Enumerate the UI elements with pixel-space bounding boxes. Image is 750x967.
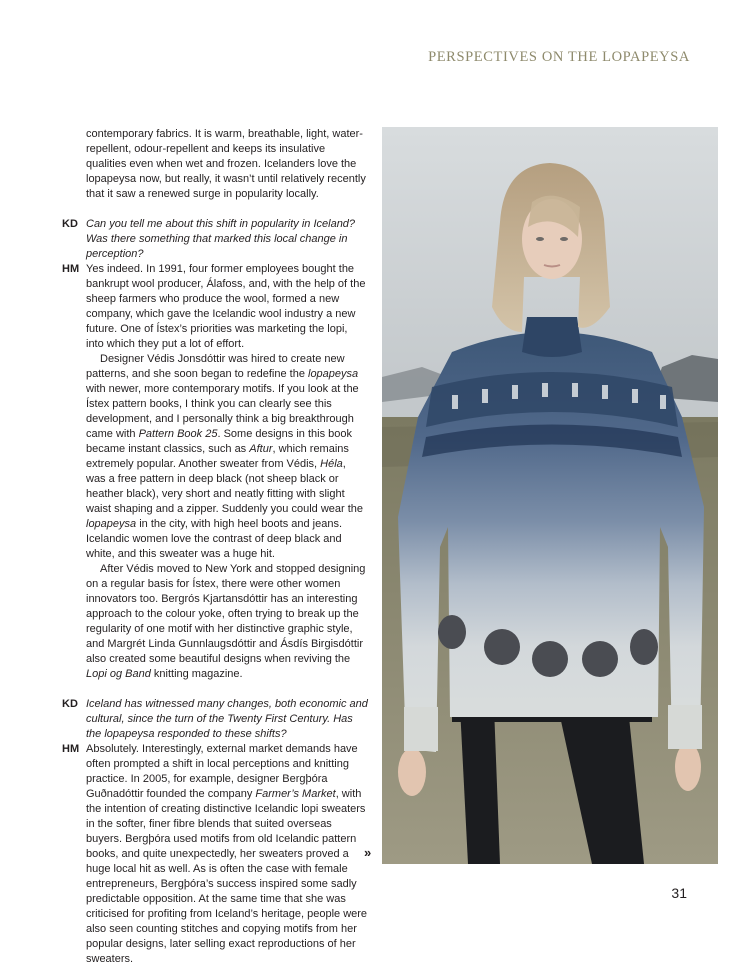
answer-1-text: Yes indeed. In 1991, four former employees bought the bankrupt wool producer, Álafoss, and, with the help of the sheep farmers who produce the wool, formed a new company, which gave the Icelandic wool industry a new future. One of Ístex’s priorities was marketing the lopi, into which they put a lot of effort.: [86, 263, 366, 350]
italic-term: Héla: [320, 458, 343, 470]
left-hand: [398, 748, 426, 796]
text-run: with newer, more contemporary motifs. If you look at the Ístex pattern books, I think you can clearly see this development, and I personally think a big breakthrough came with: [86, 383, 359, 440]
right-cuff: [668, 705, 702, 749]
page-number: 31: [671, 885, 687, 901]
text-run: , was a free pattern in deep black (not sheep black or heather black), very short and neatly fitting with slight waist shaping and a zipper. Suddenly you could wear the: [86, 458, 364, 515]
text-run: After Védis moved to New York and stopped designing on a regular basis for Ístex, there were other women innovators too. Bergrós Kjartansdóttir has an interesting approach to the colour yoke, often trying to break up the regularity of one motif with her distinctive graphic style, and Margrét Linda Gunnlaugsdóttir and Ásdís Birgisdóttir also created some beautiful designs when reviving the: [86, 563, 366, 665]
running-header: PERSPECTIVES ON THE LOPAPEYSA: [428, 49, 690, 65]
right-hand: [675, 743, 701, 791]
italic-term: lopapeysa: [86, 518, 137, 530]
text-run: Absolutely. Interestingly, external market demands have often prompted a shift in local perceptions and knitting practice. In 2005, for example, designer Bergþóra Guðnadóttir founded the company: [86, 743, 358, 800]
sweater-photo: [382, 127, 718, 864]
italic-term: Aftur: [249, 443, 273, 455]
right-eye: [560, 237, 568, 241]
intro-paragraph: contemporary fabrics. It is warm, breathable, light, water-repellent, odour-repellent and keeps its insulative qualities even when wet and frozen. Icelanders love the lopapeysa now, but really, it wasn’t until relatively recently that it saw a renewed surge in popularity locally.: [86, 128, 366, 200]
italic-term: Lopi og Band: [86, 668, 151, 680]
question-2: [62, 697, 368, 742]
text-run: , which remains extremely popular. Another sweater from Védis,: [86, 443, 349, 470]
speaker-label: HM: [62, 743, 80, 755]
text-run: knitting magazine.: [150, 668, 243, 680]
left-cuff: [404, 707, 438, 751]
question-1-text: Can you tell me about this shift in popularity in Iceland? Was there something that marked this local change in perception?: [86, 218, 356, 260]
text-run: , with the intention of creating distinctive Icelandic lopi sweaters in the softer, finer fibre blends that suited overseas buyers. Bergþóra used motifs from old Icelandic pattern books, and quite unexpectedly, her sweaters proved a huge local hit as well. As is often the case with female entrepreneurs, Bergþóra’s success inspired some sadly predictable opposition. At the same time that she was criticised for profiting from Iceland’s heritage, people were also seen counting stitches and copying motifs from her popular designs, later selling exact reproductions of her sweaters.: [86, 788, 368, 965]
answer-1-paragraph-3: [62, 562, 368, 682]
left-eye: [536, 237, 544, 241]
italic-term: Pattern Book 25: [138, 428, 218, 440]
continue-mark: »: [364, 845, 372, 860]
question-1: [62, 217, 368, 262]
speaker-label: HM: [62, 263, 80, 275]
speaker-label: KD: [62, 218, 78, 230]
italic-term: Farmer’s Market: [255, 788, 336, 800]
answer-1-paragraph-1: [62, 262, 368, 352]
collar: [522, 317, 582, 357]
answer-1-paragraph-2: [62, 352, 368, 562]
text-run: Designer Védis Jonsdóttir was hired to create new patterns, and she soon began to redefine the: [86, 353, 345, 380]
text-run: . Some designs in this book became instant classics, such as: [86, 428, 352, 455]
question-2-text: Iceland has witnessed many changes, both economic and cultural, since the turn of the Twenty First Century. Has the lopapeysa responded to these shifts?: [86, 698, 368, 740]
text-run: in the city, with high heel boots and jeans. Icelandic women love the contrast of deep black and white, and this sweater was a huge hit.: [86, 518, 343, 560]
answer-2-paragraph: [62, 742, 368, 967]
italic-term: lopapeysa: [308, 368, 359, 380]
photo-illustration: [382, 127, 718, 864]
speaker-label: KD: [62, 698, 78, 710]
article-column: [62, 127, 368, 967]
